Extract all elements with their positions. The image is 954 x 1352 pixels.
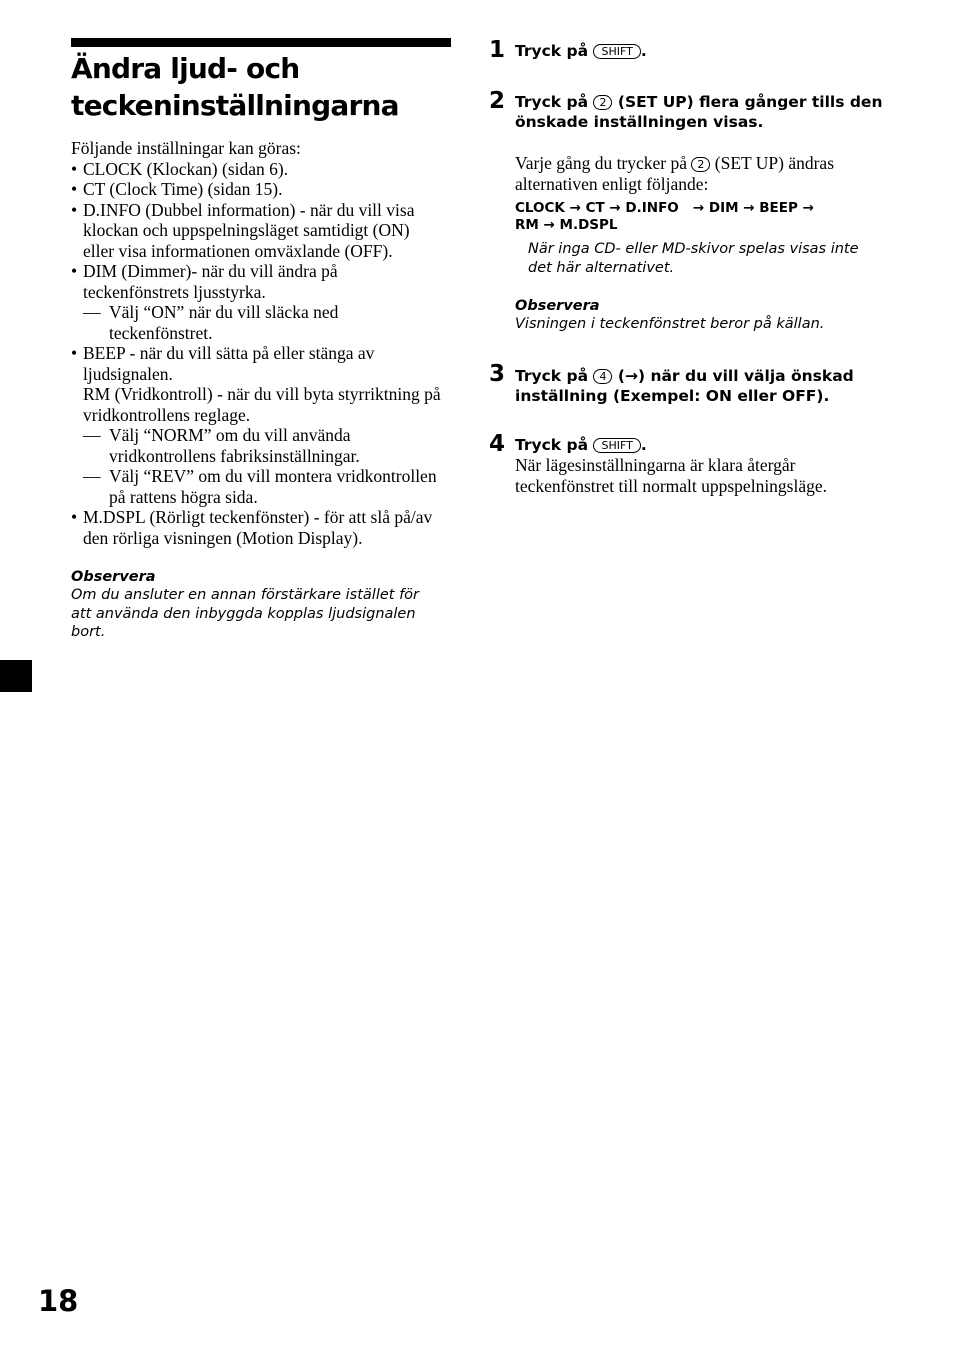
step-text: . xyxy=(640,42,647,60)
list-item-text: BEEP - när du vill sätta på eller stänga av ljudsignalen. xyxy=(83,343,375,384)
sub-item-text: Välj “ON” när du vill släcka ned teckenfönstret. xyxy=(109,302,339,343)
header-rule xyxy=(71,38,451,47)
sub-item-rm-norm xyxy=(71,425,441,466)
list-item-clock xyxy=(71,159,441,180)
left-column xyxy=(71,138,441,642)
step-text: . xyxy=(640,436,647,454)
step-text: (SET UP) ändras alternativen enligt följande: xyxy=(515,153,835,194)
step-2 xyxy=(515,92,885,334)
step-3 xyxy=(515,366,885,406)
list-item-text: CT (Clock Time) (sidan 15). xyxy=(83,179,283,199)
key-4-icon: 4 xyxy=(593,369,612,384)
sub-item-text: Välj “REV” om du vill montera vridkontrollen på rattens högra sida. xyxy=(109,466,437,507)
note-text: Visningen i teckenfönstret beror på källan. xyxy=(515,316,825,332)
step-number: 1 xyxy=(489,37,506,63)
list-item-dim xyxy=(71,261,441,302)
step-text: Varje gång du trycker på xyxy=(515,153,688,173)
note-heading: Observera xyxy=(515,298,600,314)
list-item-text: D.INFO (Dubbel information) - när du vill visa klockan och uppspelningsläget samtidigt (ON) eller visa informationen omväxlande (OFF). xyxy=(83,199,415,261)
note-text: Om du ansluter en annan förstärkare istället för att använda den inbyggda kopplas ljudsignalen bort. xyxy=(71,587,420,640)
list-item-ct xyxy=(71,179,441,200)
list-item-text: CLOCK (Klockan) (sidan 6). xyxy=(83,158,289,179)
dash-mark: — xyxy=(83,302,101,322)
sub-item-text: Välj “NORM” om du vill använda vridkontrollens fabriksinställningar. xyxy=(109,425,360,466)
list-item-mdspl xyxy=(71,507,441,548)
section-tab-marker xyxy=(0,660,32,692)
step-instruction xyxy=(515,366,885,406)
step-number: 3 xyxy=(489,361,506,387)
sequence-note: När inga CD- eller MD-skivor spelas visas inte det här alternativet. xyxy=(528,241,859,276)
sequence-line: RM → M.DSPL xyxy=(515,217,618,233)
step-4 xyxy=(515,435,885,496)
step-description: När lägesinställningarna är klara återgår teckenfönstret till normalt uppspelningsläge. xyxy=(515,455,828,496)
dash-mark: — xyxy=(83,466,101,486)
step-number: 2 xyxy=(489,88,506,114)
bullet-mark: • xyxy=(71,261,78,281)
bullet-mark: • xyxy=(71,158,78,179)
step-description xyxy=(515,153,885,194)
shift-key-icon: SHIFT xyxy=(593,44,640,59)
bullet-mark: • xyxy=(71,507,78,527)
step-text: Tryck på xyxy=(515,93,589,111)
intro-text: Följande inställningar kan göras: xyxy=(71,138,301,158)
step-text: (→) när du vill välja önskad inställning (Exempel: ON eller OFF). xyxy=(515,367,854,405)
sequence-line: CLOCK → CT → D.INFO → DIM → BEEP → xyxy=(515,200,814,216)
page-number: 18 xyxy=(38,1284,79,1318)
note-heading: Observera xyxy=(71,569,156,585)
step-1 xyxy=(515,41,885,61)
sub-item-rm-rev xyxy=(71,466,441,507)
list-item-dinfo xyxy=(71,200,441,262)
list-item-text: DIM (Dimmer)- när du vill ändra på teckenfönstrets ljusstyrka. xyxy=(83,261,338,302)
list-item-beep xyxy=(71,343,441,384)
step-instruction xyxy=(515,92,885,132)
page-title: Ändra ljud- och teckeninställningarna xyxy=(71,52,399,122)
step-number: 4 xyxy=(489,431,506,457)
sub-item-dim-on xyxy=(71,302,441,343)
step-text: Tryck på xyxy=(515,42,589,60)
step-text: Tryck på xyxy=(515,367,589,385)
bullet-mark: • xyxy=(71,199,78,220)
dash-mark: — xyxy=(83,425,101,445)
step-instruction xyxy=(515,41,885,61)
bullet-mark: • xyxy=(71,179,78,199)
step-text: Tryck på xyxy=(515,436,589,454)
step-text: (SET UP) flera gånger tills den önskade inställningen visas. xyxy=(515,93,883,131)
key-2-icon: 2 xyxy=(691,157,710,172)
bullet-mark: • xyxy=(71,343,78,363)
key-2-icon: 2 xyxy=(593,95,612,110)
list-item-text: M.DSPL (Rörligt teckenfönster) - för att slå på/av den rörliga visningen (Motion Display). xyxy=(83,507,433,548)
shift-key-icon: SHIFT xyxy=(593,438,640,453)
step-instruction xyxy=(515,435,885,455)
list-item-rm: RM (Vridkontroll) - när du vill byta styrriktning på vridkontrollens reglage. xyxy=(83,384,441,425)
